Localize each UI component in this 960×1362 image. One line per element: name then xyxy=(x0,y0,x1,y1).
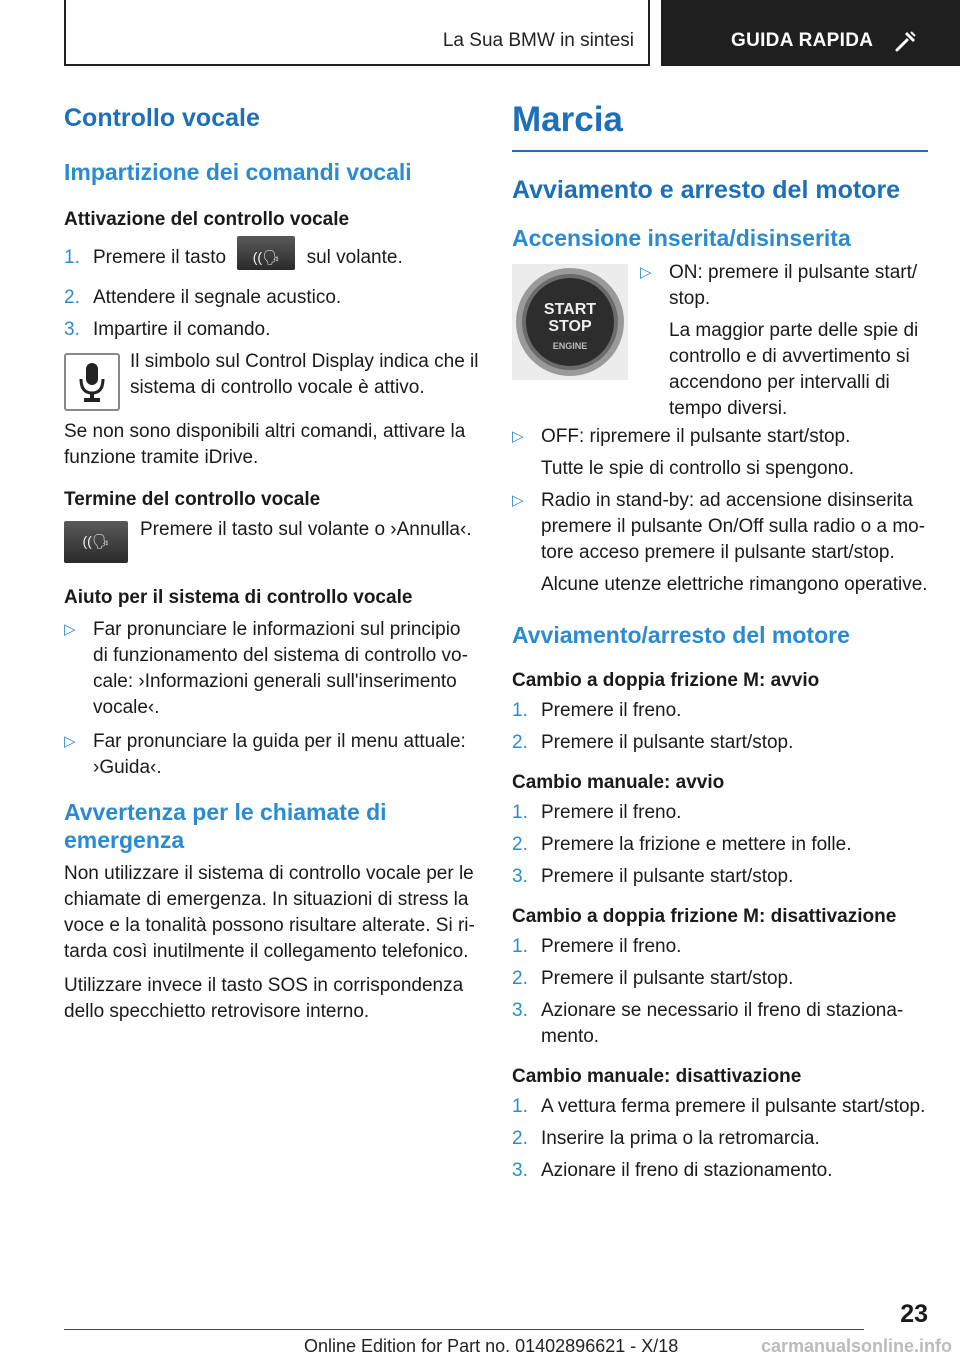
footer-divider xyxy=(64,1329,864,1330)
ignition-list xyxy=(512,424,928,598)
step-number: 3. xyxy=(64,319,80,341)
help-item-text: Far pronunciare la guida per il menu attuale: ›Guida‹. xyxy=(93,731,466,779)
step-text: Premere il freno. xyxy=(541,935,682,957)
activation-steps xyxy=(64,245,480,343)
step-text: Azionare se necessario il freno di stazionamento. xyxy=(541,999,904,1047)
footer-watermark: carmanualsonline.info xyxy=(760,1336,952,1356)
right-column xyxy=(512,100,928,1190)
header-chapter-box xyxy=(661,0,960,66)
start-stop-button-icon xyxy=(512,264,628,380)
ignition-item-sub: La maggior parte delle spie di controllo e di avvertimento si accendono per intervalli di tempo diversi. xyxy=(669,320,919,420)
subsection-title-voice-commands: Impartizione dei comandi vocali xyxy=(64,159,412,185)
heading-ignition: Accensione inserita/disinserita xyxy=(512,224,851,251)
list-item xyxy=(512,966,928,992)
step-text: Impartire il comando. xyxy=(93,319,271,341)
page-header xyxy=(64,0,960,66)
step-number: 2. xyxy=(64,287,80,309)
list-item xyxy=(512,1094,928,1120)
end-text: Premere il tasto sul volante o ›Annulla‹. xyxy=(140,519,472,541)
start-label: START xyxy=(543,301,597,319)
list-item xyxy=(64,317,480,343)
section-title-voice-control: Controllo vocale xyxy=(64,104,260,132)
step-number: 2. xyxy=(512,731,528,753)
help-list xyxy=(64,617,480,781)
ignition-item-sub: Tutte le spie di controllo si spengono. xyxy=(541,458,854,480)
list-item xyxy=(512,800,928,826)
ignition-on-list xyxy=(640,260,928,428)
procedure-section xyxy=(512,1066,928,1184)
procedure-title: Cambio a doppia frizione M: avvio xyxy=(512,669,820,691)
emergency-paragraph-1: Non utilizzare il sistema di controllo vocale per le chiamate di emergenza. In situazioni di stress la voce e la tonalità possono risultare alterate. Si ritarda così inutilmente il collegamento telefonico. xyxy=(64,862,475,962)
no-commands-text: Se non sono disponibili altri comandi, attivare la funzione tramite iDrive. xyxy=(64,421,466,469)
triangle-bullet-icon: ▷ xyxy=(64,621,76,639)
step-number: 2. xyxy=(512,967,528,989)
procedure-section xyxy=(512,772,928,890)
step-number: 3. xyxy=(512,865,528,887)
step-text: Premere la frizione e mettere in folle. xyxy=(541,833,852,855)
heading-engine-start-stop: Avviamento/arresto del motore xyxy=(512,622,850,649)
header-chapter-title: GUIDA RAPIDA xyxy=(731,30,874,51)
procedure-steps xyxy=(512,1094,928,1184)
list-item xyxy=(64,729,480,781)
list-item xyxy=(640,260,928,422)
step-number: 3. xyxy=(512,999,528,1021)
list-item xyxy=(512,1126,928,1152)
step-number: 1. xyxy=(512,801,528,823)
list-item xyxy=(512,832,928,858)
voice-button-icon: ((🗣 xyxy=(237,236,295,270)
ignition-item-text: ON: premere il pulsante start/ stop. xyxy=(669,262,918,310)
step-text-before: Premere il tasto xyxy=(93,247,227,269)
triangle-bullet-icon: ▷ xyxy=(64,733,76,751)
procedure-section xyxy=(512,906,928,1050)
page-number: 23 xyxy=(900,1300,928,1328)
wrench-icon xyxy=(893,28,919,54)
step-number: 1. xyxy=(512,699,528,721)
step-number: 2. xyxy=(512,833,528,855)
step-text-after: sul volante. xyxy=(306,247,403,269)
step-text: Azionare il freno di stazionamento. xyxy=(541,1159,833,1181)
subsection-title-engine: Avviamento e arresto del motore xyxy=(512,176,901,204)
voice-button-icon: ((🗣 xyxy=(64,521,128,563)
list-item xyxy=(64,285,480,311)
ignition-item-text: Radio in stand-by: ad accensione disinserita premere il pulsante On/Off sulla radio o a motore acceso premere il pulsante start/stop. xyxy=(541,490,926,564)
step-text: Premere il freno. xyxy=(541,699,682,721)
list-item xyxy=(64,245,480,279)
ignition-item-sub: Alcune utenze elettriche rimangono operative. xyxy=(541,574,928,596)
step-text: A vettura ferma premere il pulsante start/stop. xyxy=(541,1095,926,1117)
heading-activation: Attivazione del controllo vocale xyxy=(64,209,350,231)
step-text: Inserire la prima o la retromarcia. xyxy=(541,1127,820,1149)
triangle-bullet-icon: ▷ xyxy=(512,428,524,446)
step-number: 2. xyxy=(512,1127,528,1149)
list-item xyxy=(512,1158,928,1184)
list-item xyxy=(512,488,928,598)
triangle-bullet-icon: ▷ xyxy=(640,264,652,282)
procedure-title: Cambio a doppia frizione M: disattivazione xyxy=(512,905,897,927)
procedure-title: Cambio manuale: disattivazione xyxy=(512,1065,802,1087)
procedure-title: Cambio manuale: avvio xyxy=(512,771,725,793)
footer-edition: Online Edition for Part no. 01402896621 - X/18 xyxy=(304,1336,679,1356)
step-text: Premere il pulsante start/stop. xyxy=(541,865,794,887)
step-text: Premere il pulsante start/stop. xyxy=(541,731,794,753)
mic-note-block xyxy=(64,349,480,415)
header-section-box xyxy=(64,0,650,66)
step-number: 1. xyxy=(64,247,80,269)
mic-note-text: Il simbolo sul Control Display indica che il sistema di controllo vocale è attivo. xyxy=(130,351,479,399)
list-item xyxy=(512,424,928,482)
step-number: 3. xyxy=(512,1159,528,1181)
emergency-paragraph-2: Utilizzare invece il tasto SOS in corrispondenza dello specchietto retrovisore interno. xyxy=(64,974,464,1022)
triangle-bullet-icon: ▷ xyxy=(512,492,524,510)
end-block xyxy=(64,521,480,577)
step-number: 1. xyxy=(512,935,528,957)
step-text: Attendere il segnale acustico. xyxy=(93,287,342,309)
procedure-section xyxy=(512,670,928,756)
list-item xyxy=(64,617,480,721)
start-stop-button-image xyxy=(512,264,628,380)
header-section-title: La Sua BMW in sintesi xyxy=(442,30,634,51)
procedure-steps xyxy=(512,800,928,890)
heading-help: Aiuto per il sistema di controllo vocale xyxy=(64,587,413,609)
step-number: 1. xyxy=(512,1095,528,1117)
list-item xyxy=(512,698,928,724)
list-item xyxy=(512,730,928,756)
procedure-steps xyxy=(512,934,928,1050)
engine-label: ENGINE xyxy=(552,341,588,352)
list-item xyxy=(512,864,928,890)
heading-end: Termine del controllo vocale xyxy=(64,489,321,511)
left-column xyxy=(64,100,480,1025)
section-title-driving: Marcia xyxy=(512,100,928,152)
stop-label: STOP xyxy=(548,318,592,336)
ignition-item-text: OFF: ripremere il pulsante start/stop. xyxy=(541,426,851,448)
microphone-icon xyxy=(77,361,107,403)
mic-symbol-box xyxy=(64,353,120,411)
help-item-text: Far pronunciare le informazioni sul principio di funzionamento del sistema di controllo vocale: ›Informazioni generali sull'inserimento vocale‹. xyxy=(93,619,468,719)
procedure-steps xyxy=(512,698,928,756)
step-text: Premere il pulsante start/stop. xyxy=(541,967,794,989)
step-text: Premere il freno. xyxy=(541,801,682,823)
list-item xyxy=(512,998,928,1050)
ignition-on-block xyxy=(512,264,928,424)
subsection-title-emergency: Avvertenza per le chiamate di emergenza xyxy=(64,799,387,854)
list-item xyxy=(512,934,928,960)
